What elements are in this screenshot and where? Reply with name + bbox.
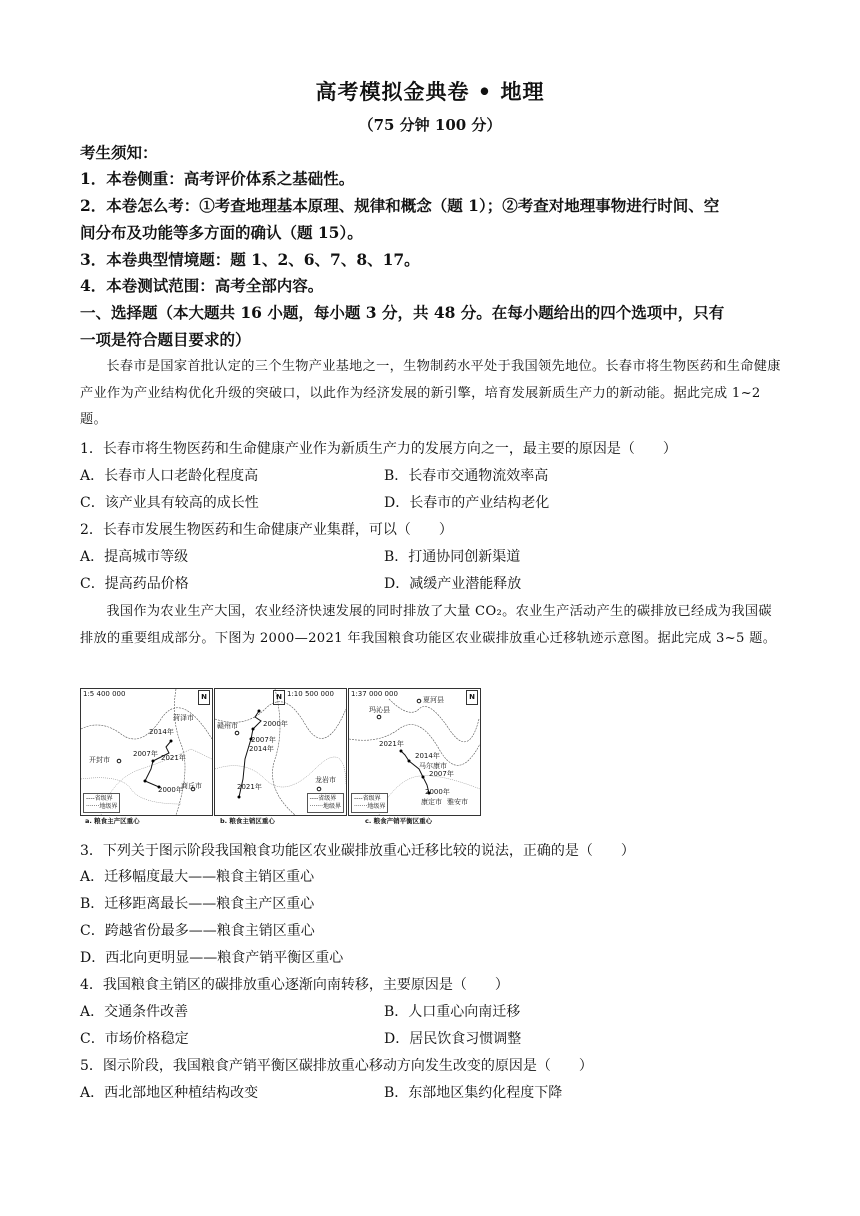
map-a-city-kaifeng: 开封市 [89, 756, 110, 764]
passage-2: 我国作为农业生产大国，农业经济快速发展的同时排放了大量 CO₂。农业生产活动产生的碳排放已经成为我国碳排放的重要组成部分。下图为 2000—2021 年我国粮食功能区农业碳排放重心迁移轨迹示意图。据此完成 3~5 题。 [80, 604, 777, 646]
map-a-year-2007: 2007年 [133, 750, 158, 758]
map-a-year-2014: 2014年 [149, 728, 174, 736]
map-b-year-2000: 2000年 [263, 720, 288, 728]
q4-option-a[interactable]: A．交通条件改善 [80, 1004, 189, 1020]
q2-option-d[interactable]: D．减缓产业潜能释放 [384, 576, 522, 592]
notice-item-4: 4．本卷测试范围：高考全部内容。 [80, 276, 324, 295]
q5-option-a[interactable]: A．西北部地区种植结构改变 [80, 1085, 259, 1101]
legend-prefecture-boundary: ·······地级界 [309, 803, 341, 810]
notice-item-2b: 间分布及功能等多方面的确认（题 15）。 [80, 223, 363, 242]
map-c-year-2000: 2000年 [425, 788, 450, 796]
map-b-scale: 1:10 500 000 [287, 690, 334, 698]
q3-option-a[interactable]: A．迁移幅度最大——粮食主销区重心 [80, 869, 315, 885]
q4-option-c[interactable]: C．市场价格稳定 [80, 1031, 189, 1047]
map-a-scale: 1:5 400 000 [83, 690, 126, 698]
map-a-year-2000: 2000年 [158, 786, 183, 794]
q3-option-d[interactable]: D．西北向更明显——粮食产销平衡区重心 [80, 950, 344, 966]
map-panel-a [80, 688, 213, 816]
question-5-stem: 5．图示阶段，我国粮食产销平衡区碳排放重心移动方向发生改变的原因是（ ） [80, 1058, 593, 1074]
map-c-scale: 1:37 000 000 [351, 690, 398, 698]
section-heading-line2: 一项是符合题目要求的） [80, 330, 251, 349]
map-b-year-2021: 2021年 [237, 783, 262, 791]
map-c-year-2007: 2007年 [429, 770, 454, 778]
legend-provincial-boundary: ----省级界 [86, 795, 113, 802]
map-c-year-2021: 2021年 [379, 740, 404, 748]
q2-option-c[interactable]: C．提高药品价格 [80, 576, 189, 592]
q2-option-a[interactable]: A．提高城市等级 [80, 549, 189, 565]
map-b-legend [307, 793, 344, 813]
q1-option-c[interactable]: C．该产业具有较高的成长性 [80, 495, 259, 511]
notice-item-2a: 2．本卷怎么考：①考查地理基本原理、规律和概念（题 1）；②考查对地理事物进行时间、空 [80, 196, 720, 215]
map-a-legend [83, 793, 120, 813]
legend-prefecture-boundary: ·······地级界 [86, 803, 118, 810]
q3-option-c[interactable]: C．跨越省份最多——粮食主销区重心 [80, 923, 315, 939]
map-b-year-2014: 2014年 [249, 745, 274, 753]
question-1-stem: 1．长春市将生物医药和生命健康产业作为新质生产力的发展方向之一，最主要的原因是（ ） [80, 441, 677, 457]
passage-1: 长春市是国家首批认定的三个生物产业基地之一，生物制药水平处于我国领先地位。长春市将生物医药和生命健康产业作为产业结构优化升级的突破口，以此作为经济发展的新引擎，培育发展新质生产力的新动能。据此完成 1~2 题。 [80, 359, 781, 427]
question-3-stem: 3．下列关于图示阶段我国粮食功能区农业碳排放重心迁移比较的说法，正确的是（ ） [80, 843, 635, 859]
legend-provincial-boundary: ----省级界 [309, 795, 337, 802]
q1-option-a[interactable]: A．长春市人口老龄化程度高 [80, 468, 259, 484]
section-heading-line1: 一、选择题（本大题共 16 小题，每小题 3 分，共 48 分。在每小题给出的四个选项中，只有 [80, 303, 725, 322]
map-b-city-ganzhou: 赣州市 [217, 722, 238, 730]
map-a-city-heze: 菏泽市 [173, 714, 194, 722]
q2-option-b[interactable]: B．打通协同创新渠道 [384, 549, 521, 565]
map-b-caption: b. 粮食主销区重心 [220, 817, 275, 825]
q5-option-b[interactable]: B．东部地区集约化程度下降 [384, 1085, 563, 1101]
map-c-city-maqin: 玛沁县 [369, 706, 390, 714]
q4-option-d[interactable]: D．居民饮食习惯调整 [384, 1031, 522, 1047]
notice-item-3: 3．本卷典型情境题：题 1、2、6、7、8、17。 [80, 250, 420, 269]
map-c-city-maerkang: 马尔康市 [419, 762, 447, 770]
map-panel-b [214, 688, 347, 816]
legend-provincial-boundary: ----省级界 [354, 795, 381, 802]
q1-option-b[interactable]: B．长春市交通物流效率高 [384, 468, 549, 484]
question-2-stem: 2．长春市发展生物医药和生命健康产业集群，可以（ ） [80, 522, 453, 538]
map-c-city-yaan: 雅安市 [447, 798, 468, 806]
map-c-year-2014: 2014年 [415, 752, 440, 760]
north-arrow-icon: N [198, 690, 210, 705]
map-a-year-2021: 2021年 [161, 754, 186, 762]
map-c-caption: c. 粮食产销平衡区重心 [365, 817, 433, 825]
notice-item-1: 1．本卷侧重：高考评价体系之基础性。 [80, 169, 355, 188]
north-arrow-icon: N [273, 690, 285, 705]
map-a-caption: a. 粮食主产区重心 [85, 817, 140, 825]
centroid-migration-maps [80, 688, 480, 830]
exam-title: 高考模拟金典卷 • 地理 [315, 79, 545, 104]
map-a-city-shangqiu: 商丘市 [181, 782, 202, 790]
exam-subtitle: （75 分钟 100 分） [358, 116, 502, 134]
legend-prefecture-boundary: ·······地级界 [354, 803, 386, 810]
q4-option-b[interactable]: B．人口重心向南迁移 [384, 1004, 521, 1020]
map-panel-c [348, 688, 481, 816]
q1-option-d[interactable]: D．长春市的产业结构老化 [384, 495, 550, 511]
q3-option-b[interactable]: B．迁移距离最长——粮食主产区重心 [80, 896, 315, 912]
map-b-city-longyan: 龙岩市 [315, 776, 336, 784]
question-4-stem: 4．我国粮食主销区的碳排放重心逐渐向南转移，主要原因是（ ） [80, 977, 509, 993]
map-c-city-kangding: 康定市 [421, 798, 442, 806]
map-b-year-2007: 2007年 [251, 736, 276, 744]
map-c-city-xiahe: 夏河县 [423, 696, 444, 704]
notice-heading: 考生须知： [80, 143, 158, 162]
map-c-legend [351, 793, 388, 813]
north-arrow-icon: N [466, 690, 478, 705]
